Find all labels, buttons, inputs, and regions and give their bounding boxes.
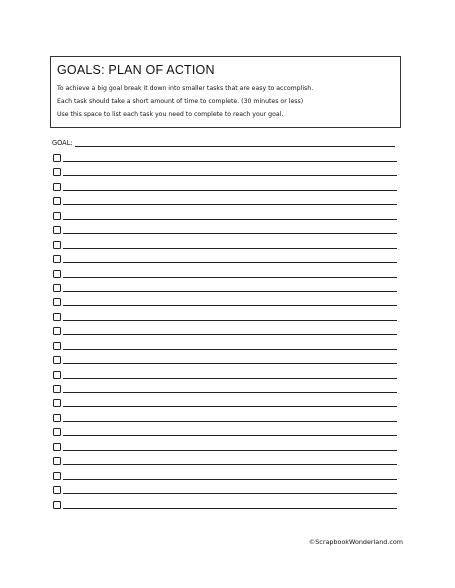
task-row	[52, 368, 397, 382]
task-row	[52, 209, 397, 223]
task-line[interactable]	[63, 262, 397, 263]
task-row	[52, 469, 397, 483]
task-checkbox[interactable]	[53, 226, 61, 234]
task-line[interactable]	[63, 219, 397, 220]
task-checkbox[interactable]	[53, 472, 61, 480]
task-row	[52, 483, 397, 497]
task-checkbox[interactable]	[53, 241, 61, 249]
goal-label: GOAL:	[52, 139, 73, 147]
task-row	[52, 223, 397, 237]
task-checkbox[interactable]	[53, 457, 61, 465]
task-line[interactable]	[63, 406, 397, 407]
task-line[interactable]	[63, 204, 397, 205]
task-line[interactable]	[63, 175, 397, 176]
instruction-line-2: Each task should take a short amount of time to complete. (30 minutes or less)	[57, 98, 304, 105]
task-line[interactable]	[63, 479, 397, 480]
task-line[interactable]	[63, 305, 397, 306]
task-checkbox[interactable]	[53, 371, 61, 379]
task-checkbox[interactable]	[53, 356, 61, 364]
task-line[interactable]	[63, 421, 397, 422]
task-row	[52, 353, 397, 367]
task-line[interactable]	[63, 161, 397, 162]
task-checkbox[interactable]	[53, 212, 61, 220]
task-row	[52, 281, 397, 295]
task-checkbox[interactable]	[53, 154, 61, 162]
copyright-text: ©ScrapbookWonderland.com	[308, 538, 403, 546]
task-line[interactable]	[63, 363, 397, 364]
task-row	[52, 267, 397, 281]
task-row	[52, 252, 397, 266]
task-checkbox[interactable]	[53, 313, 61, 321]
task-checkbox[interactable]	[53, 428, 61, 436]
task-line[interactable]	[63, 291, 397, 292]
goal-input-line[interactable]	[75, 146, 395, 147]
task-row	[52, 411, 397, 425]
task-row	[52, 339, 397, 353]
task-line[interactable]	[63, 334, 397, 335]
task-row	[52, 238, 397, 252]
task-checkbox[interactable]	[53, 168, 61, 176]
task-row	[52, 151, 397, 165]
task-line[interactable]	[63, 190, 397, 191]
task-row	[52, 440, 397, 454]
task-checkbox[interactable]	[53, 298, 61, 306]
task-checkbox[interactable]	[53, 197, 61, 205]
task-row	[52, 194, 397, 208]
task-line[interactable]	[63, 349, 397, 350]
task-checkbox[interactable]	[53, 385, 61, 393]
task-row	[52, 295, 397, 309]
task-row	[52, 498, 397, 512]
task-row	[52, 396, 397, 410]
task-checkbox[interactable]	[53, 443, 61, 451]
task-checkbox[interactable]	[53, 414, 61, 422]
task-line[interactable]	[63, 464, 397, 465]
task-line[interactable]	[63, 435, 397, 436]
task-line[interactable]	[63, 320, 397, 321]
task-checkbox[interactable]	[53, 183, 61, 191]
task-checkbox[interactable]	[53, 399, 61, 407]
goal-row	[50, 137, 400, 149]
task-row	[52, 180, 397, 194]
task-checkbox[interactable]	[53, 486, 61, 494]
task-line[interactable]	[63, 233, 397, 234]
task-checkbox[interactable]	[53, 284, 61, 292]
task-checkbox[interactable]	[53, 270, 61, 278]
task-row	[52, 310, 397, 324]
task-checkbox[interactable]	[53, 501, 61, 509]
task-list	[52, 151, 397, 512]
task-row	[52, 454, 397, 468]
task-row	[52, 165, 397, 179]
page-title: GOALS: PLAN OF ACTION	[57, 63, 215, 77]
task-row	[52, 382, 397, 396]
task-checkbox[interactable]	[53, 255, 61, 263]
task-line[interactable]	[63, 392, 397, 393]
instruction-line-3: Use this space to list each task you need to complete to reach your goal.	[57, 111, 284, 118]
task-row	[52, 324, 397, 338]
task-checkbox[interactable]	[53, 342, 61, 350]
task-checkbox[interactable]	[53, 327, 61, 335]
task-row	[52, 425, 397, 439]
task-line[interactable]	[63, 248, 397, 249]
task-line[interactable]	[63, 508, 397, 509]
task-line[interactable]	[63, 493, 397, 494]
instruction-line-1: To achieve a big goal break it down into smaller tasks that are easy to accomplish.	[57, 85, 314, 92]
task-line[interactable]	[63, 378, 397, 379]
instructions-box	[50, 56, 401, 128]
task-line[interactable]	[63, 450, 397, 451]
task-line[interactable]	[63, 277, 397, 278]
